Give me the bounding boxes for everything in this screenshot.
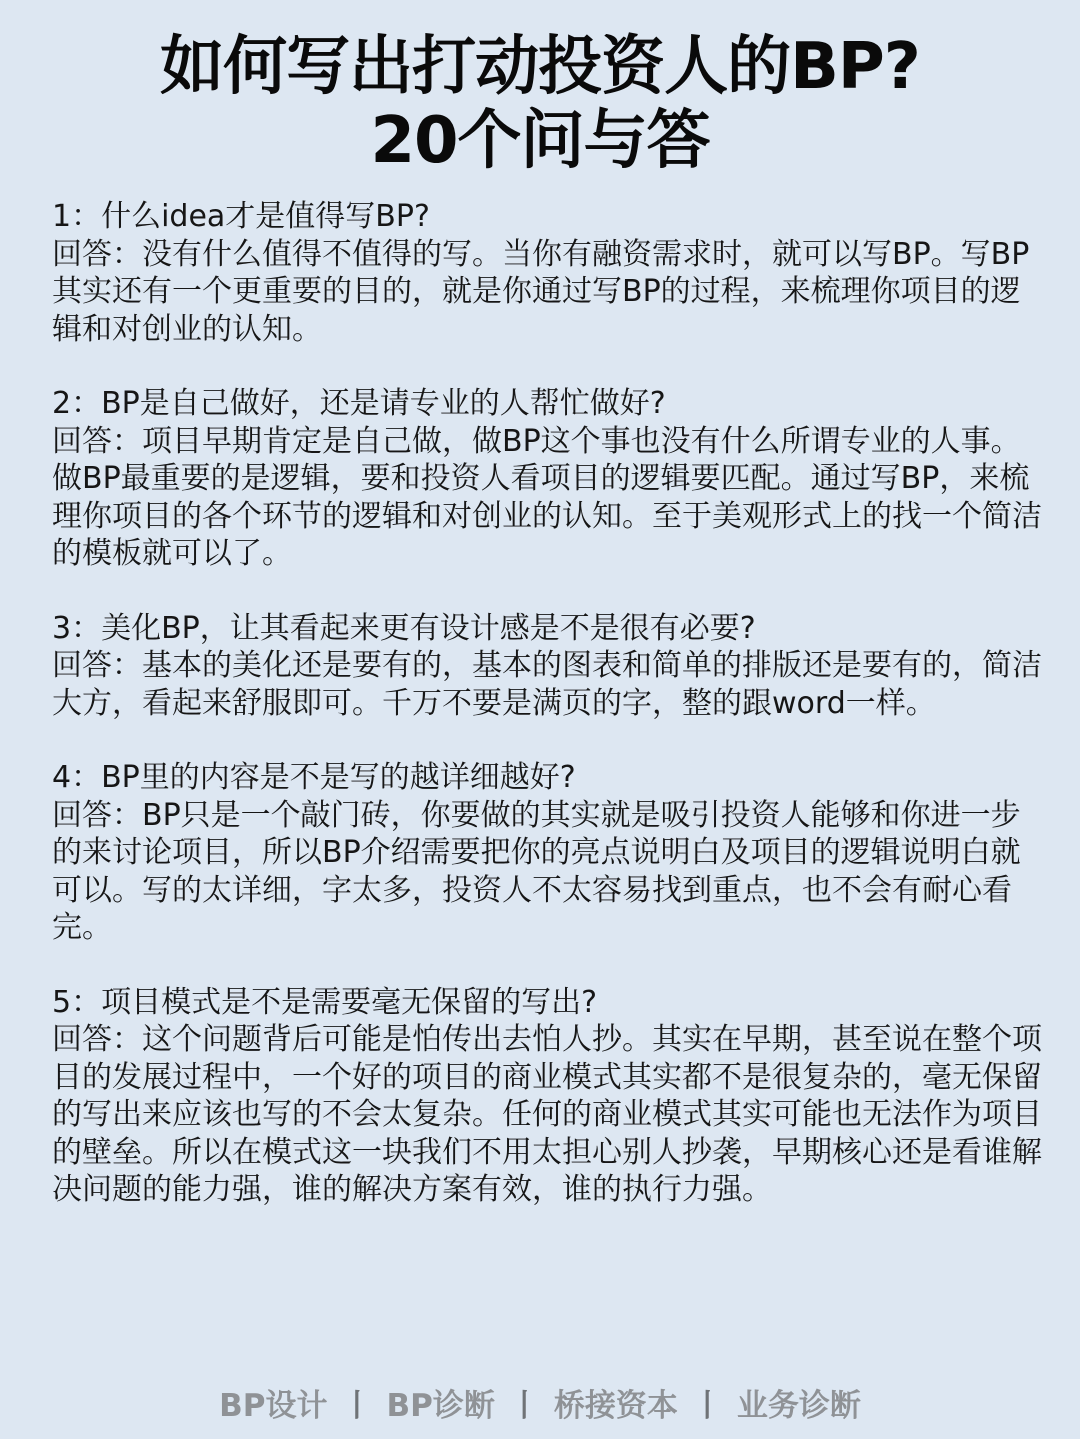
qa-item-3 (52, 610, 1042, 723)
question-1: 1：什么idea才是值得写BP? (52, 199, 430, 234)
page-title (0, 30, 1080, 178)
answer-1: 回答：没有什么值得不值得的写。当你有融资需求时，就可以写BP。写BP其实还有一个更重要的目的，就是你通过写BP的过程，来梳理你项目的逻辑和对创业的认知。 (52, 236, 1030, 347)
footer-tag-bp-diagnosis: BP诊断 (386, 1388, 495, 1424)
answer-5: 回答：这个问题背后可能是怕传出去怕人抄。其实在早期，甚至说在整个项目的发展过程中，一个好的项目的商业模式其实都不是很复杂的，毫无保留的写出来应该也写的不会太复杂。任何的商业模式其实可能也无法作为项目的壁垒。所以在模式这一块我们不用太担心别人抄袭，早期核心还是看谁解决问题的能力强，谁的解决方案有效，谁的执行力强。 (52, 1022, 1042, 1207)
title-line-2: 20个问与答 (370, 104, 710, 178)
footer-separator: 丨 (691, 1388, 723, 1424)
answer-4: 回答：BP只是一个敲门砖，你要做的其实就是吸引投资人能够和你进一步的来讨论项目，所以BP介绍需要把你的亮点说明白及项目的逻辑说明白就可以。写的太详细，字太多，投资人不太容易找到重点，也不会有耐心看完。 (52, 797, 1021, 945)
footer-tags (0, 1380, 1080, 1425)
question-5: 5：项目模式是不是需要毫无保留的写出? (52, 984, 598, 1020)
qa-list (52, 198, 1042, 1246)
footer-tag-bp-design: BP设计 (219, 1388, 328, 1424)
footer-separator: 丨 (508, 1388, 540, 1424)
footer-separator: 丨 (341, 1388, 373, 1424)
qa-item-4 (52, 759, 1042, 947)
qa-item-1 (52, 198, 1042, 348)
answer-3: 回答：基本的美化还是要有的，基本的图表和简单的排版还是要有的，简洁大方，看起来舒服即可。千万不要是满页的字，整的跟word一样。 (52, 648, 1042, 721)
question-3: 3：美化BP，让其看起来更有设计感是不是很有必要? (52, 610, 756, 646)
question-2: 2：BP是自己做好，还是请专业的人帮忙做好? (52, 386, 666, 421)
answer-2: 回答：项目早期肯定是自己做，做BP这个事也没有什么所谓专业的人事。做BP最重要的是逻辑，要和投资人看项目的逻辑要匹配。通过写BP，来梳理你项目的各个环节的逻辑和对创业的认知。至于美观形式上的找一个简洁的模板就可以了。 (52, 423, 1042, 571)
qa-item-2 (52, 385, 1042, 573)
title-line-1: 如何写出打动投资人的BP? (160, 30, 920, 104)
footer-tag-business-diagnosis: 业务诊断 (736, 1388, 861, 1424)
footer-tag-bridge-capital: 桥接资本 (553, 1388, 678, 1424)
qa-item-5 (52, 984, 1042, 1209)
question-4: 4：BP里的内容是不是写的越详细越好? (52, 760, 576, 795)
